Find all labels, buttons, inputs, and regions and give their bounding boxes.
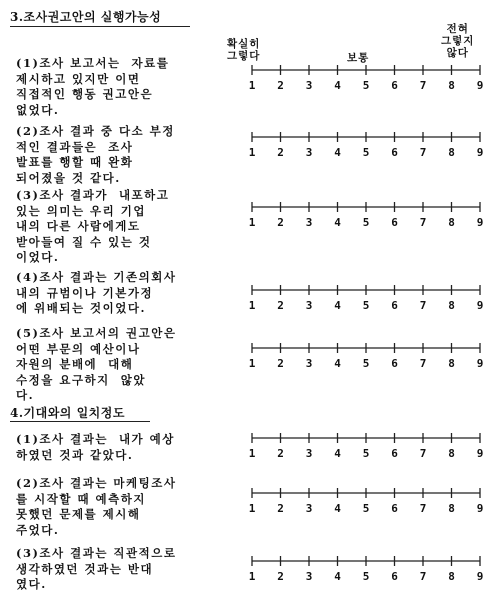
scale-point-label-3[interactable]: 3 — [305, 146, 313, 159]
scale-point-label-8[interactable]: 8 — [448, 79, 455, 92]
question-4-1: (1)조사 결과는 내가 예상 하였던 것과 같았다. — [16, 432, 175, 462]
scale-point-label-6[interactable]: 6 — [391, 79, 398, 92]
scale-point-label-2[interactable]: 2 — [277, 570, 284, 583]
scale-point-label-8[interactable]: 8 — [448, 299, 455, 312]
scale-point-label-8[interactable]: 8 — [448, 216, 455, 229]
scale-point-label-2[interactable]: 2 — [277, 146, 284, 159]
question-3-2: (2)조사 결과 중 다소 부정 적인 결과들은 조사 발표를 행할 때 완화 되어졌을 것 같다. — [16, 124, 175, 185]
scale-point-label-6[interactable]: 6 — [391, 146, 398, 159]
question-4-3: (3)조사 결과는 직관적으로 생각하였던 것과는 반대 였다. — [16, 546, 177, 591]
scale-point-label-3[interactable]: 3 — [305, 447, 313, 460]
rating-scale-3-3[interactable] — [244, 197, 496, 231]
scale-point-label-2[interactable]: 2 — [277, 502, 284, 515]
question-3-5: (5)조사 보고서의 권고안은 어떤 부문의 예산이나 자원의 분배에 대해 수정을 요구하지 않았 다. — [16, 326, 177, 402]
scale-point-label-2[interactable]: 2 — [277, 79, 284, 92]
scale-point-label-1[interactable]: 1 — [248, 146, 256, 159]
scale-point-label-9[interactable]: 9 — [476, 570, 484, 583]
scale-point-label-9[interactable]: 9 — [476, 79, 484, 92]
rating-scale-4-1[interactable] — [244, 428, 496, 462]
scale-point-label-7[interactable]: 7 — [419, 447, 427, 460]
scale-point-label-4[interactable]: 4 — [334, 570, 341, 583]
scale-point-label-8[interactable]: 8 — [448, 570, 455, 583]
question-4-2: (2)조사 결과는 마케팅조사 를 시작할 때 예측하지 못했던 문제를 제시해 주었다. — [16, 476, 177, 537]
scale-point-label-5[interactable]: 5 — [362, 357, 370, 370]
scale-point-label-7[interactable]: 7 — [419, 216, 427, 229]
scale-point-label-4[interactable]: 4 — [334, 502, 341, 515]
rating-scale-3-5[interactable] — [244, 338, 496, 372]
scale-point-label-5[interactable]: 5 — [362, 146, 370, 159]
scale-point-label-2[interactable]: 2 — [277, 357, 284, 370]
scale-point-label-3[interactable]: 3 — [305, 216, 313, 229]
scale-point-label-6[interactable]: 6 — [391, 357, 398, 370]
scale-point-label-3[interactable]: 3 — [305, 299, 313, 312]
rating-scale-3-4[interactable] — [244, 280, 496, 314]
scale-point-label-6[interactable]: 6 — [391, 216, 398, 229]
scale-point-label-6[interactable]: 6 — [391, 502, 398, 515]
question-3-4: (4)조사 결과는 기존의회사 내의 규범이나 기본가정 에 위배되는 것이었다. — [16, 270, 177, 315]
scale-point-label-3[interactable]: 3 — [305, 502, 313, 515]
scale-point-label-9[interactable]: 9 — [476, 299, 484, 312]
scale-point-label-4[interactable]: 4 — [334, 447, 341, 460]
scale-point-label-5[interactable]: 5 — [362, 502, 370, 515]
scale-point-label-4[interactable]: 4 — [334, 216, 341, 229]
rating-scale-3-1[interactable] — [244, 60, 496, 94]
scale-point-label-6[interactable]: 6 — [391, 447, 398, 460]
scale-point-label-6[interactable]: 6 — [391, 570, 398, 583]
scale-point-label-4[interactable]: 4 — [334, 146, 341, 159]
section-4-heading-underline — [10, 421, 150, 422]
anchor-left-label: 확실히 그렇다 — [227, 38, 261, 62]
question-3-1: (1)조사 보고서는 자료를 제시하고 있지만 이면 직접적인 행동 권고안은 없었다. — [16, 56, 170, 117]
anchor-right-label: 전혀 그렇지 않다 — [441, 23, 475, 59]
scale-point-label-5[interactable]: 5 — [362, 299, 370, 312]
scale-point-label-7[interactable]: 7 — [419, 146, 427, 159]
scale-point-label-9[interactable]: 9 — [476, 447, 484, 460]
scale-point-label-2[interactable]: 2 — [277, 299, 284, 312]
scale-point-label-1[interactable]: 1 — [248, 570, 256, 583]
scale-point-label-5[interactable]: 5 — [362, 216, 370, 229]
scale-point-label-6[interactable]: 6 — [391, 299, 398, 312]
scale-point-label-2[interactable]: 2 — [277, 447, 284, 460]
scale-point-label-7[interactable]: 7 — [419, 502, 427, 515]
scale-point-label-3[interactable]: 3 — [305, 570, 313, 583]
rating-scale-3-2[interactable] — [244, 127, 496, 161]
section-3-heading-underline — [10, 26, 190, 27]
scale-point-label-7[interactable]: 7 — [419, 357, 427, 370]
scale-point-label-8[interactable]: 8 — [448, 502, 455, 515]
scale-point-label-7[interactable]: 7 — [419, 299, 427, 312]
question-3-3: (3)조사 결과가 내포하고 있는 의미는 우리 기업 내의 다른 사람에게도 받아들여 질 수 있는 것 이었다. — [16, 188, 170, 264]
scale-point-label-5[interactable]: 5 — [362, 570, 370, 583]
scale-point-label-4[interactable]: 4 — [334, 79, 341, 92]
scale-point-label-8[interactable]: 8 — [448, 447, 455, 460]
rating-scale-4-3[interactable] — [244, 551, 496, 585]
scale-point-label-9[interactable]: 9 — [476, 216, 484, 229]
scale-point-label-2[interactable]: 2 — [277, 216, 284, 229]
scale-point-label-8[interactable]: 8 — [448, 357, 455, 370]
scale-point-label-7[interactable]: 7 — [419, 570, 427, 583]
scale-point-label-7[interactable]: 7 — [419, 79, 427, 92]
scale-point-label-3[interactable]: 3 — [305, 357, 313, 370]
scale-point-label-9[interactable]: 9 — [476, 146, 484, 159]
section-4-heading: 4.기대와의 일치정도 — [10, 406, 125, 420]
section-3-heading: 3.조사권고안의 실행가능성 — [10, 10, 162, 24]
scale-point-label-4[interactable]: 4 — [334, 357, 341, 370]
scale-point-label-5[interactable]: 5 — [362, 447, 370, 460]
rating-scale-4-2[interactable] — [244, 483, 496, 517]
scale-point-label-8[interactable]: 8 — [448, 146, 455, 159]
scale-point-label-1[interactable]: 1 — [248, 502, 256, 515]
scale-point-label-4[interactable]: 4 — [334, 299, 341, 312]
scale-point-label-1[interactable]: 1 — [248, 447, 256, 460]
scale-point-label-1[interactable]: 1 — [248, 299, 256, 312]
scale-point-label-1[interactable]: 1 — [248, 216, 256, 229]
anchor-middle-label: 보통 — [347, 52, 370, 64]
scale-point-label-3[interactable]: 3 — [305, 79, 313, 92]
scale-point-label-9[interactable]: 9 — [476, 357, 484, 370]
scale-point-label-9[interactable]: 9 — [476, 502, 484, 515]
scale-point-label-5[interactable]: 5 — [362, 79, 370, 92]
scale-point-label-1[interactable]: 1 — [248, 357, 256, 370]
scale-point-label-1[interactable]: 1 — [248, 79, 256, 92]
